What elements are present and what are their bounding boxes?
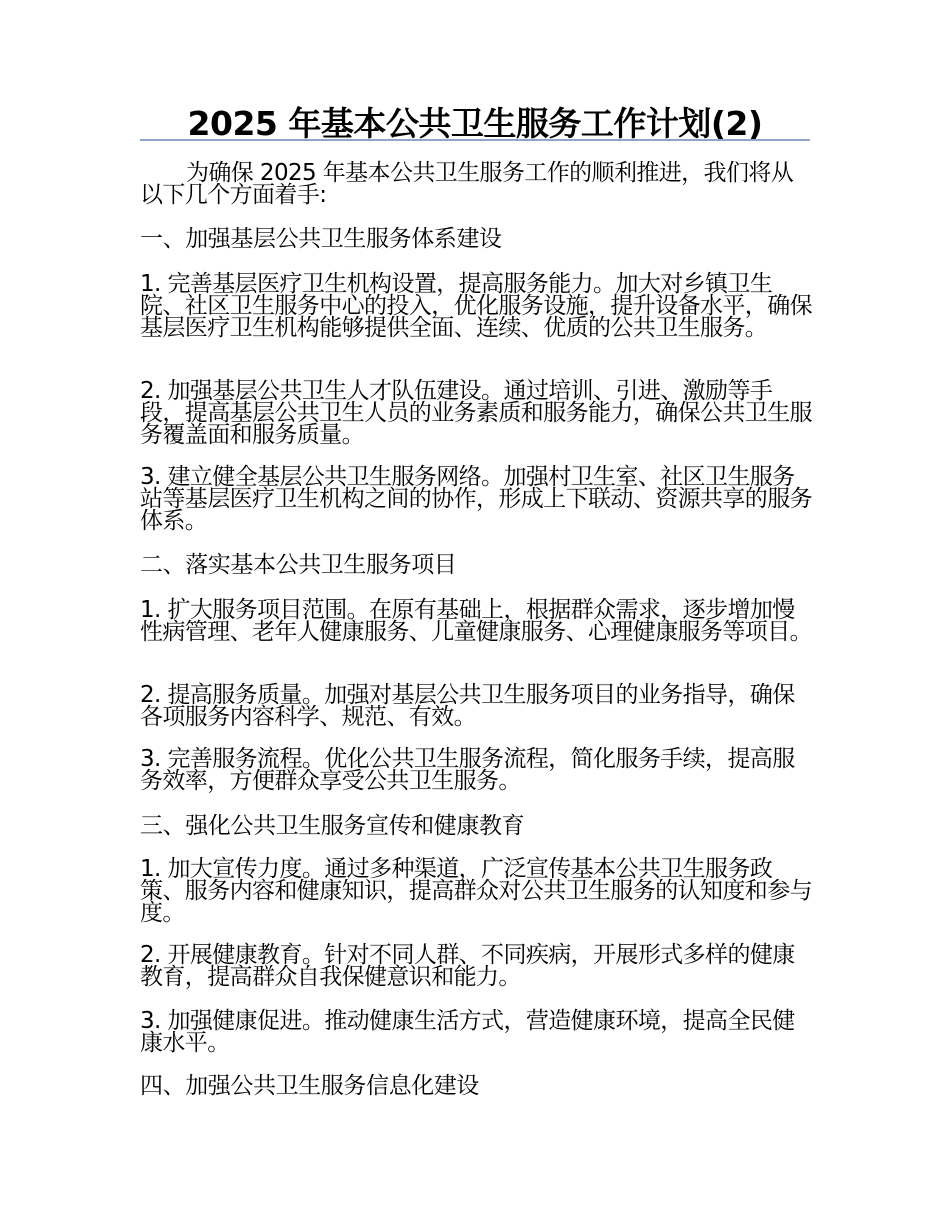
section-heading-3: 三、强化公共卫生服务宣传和健康教育 <box>140 813 525 839</box>
intro-paragraph: 为确保 2025 年基本公共卫生服务工作的顺利推进，我们将从以下几个方面着手: <box>140 160 794 208</box>
section-2-item-1: 1. 扩大服务项目范围。在原有基础上，根据群众需求，逐步增加慢性病管理、老年人健康服务、儿童健康服务、心理健康服务等项目。 <box>140 597 813 645</box>
section-heading-1: 一、加强基层公共卫生服务体系建设 <box>140 226 502 252</box>
section-3-item-3: 3. 加强健康促进。推动健康生活方式，营造健康环境，提高全民健康水平。 <box>140 1008 795 1056</box>
title-underline <box>140 139 810 141</box>
section-3-item-2: 2. 开展健康教育。针对不同人群、不同疾病，开展形式多样的健康教育，提高群众自我保健意识和能力。 <box>140 942 795 990</box>
section-heading-2: 二、落实基本公共卫生服务项目 <box>140 552 457 578</box>
section-1-item-2: 2. 加强基层公共卫生人才队伍建设。通过培训、引进、激励等手段，提高基层公共卫生人员的业务素质和服务能力，确保公共卫生服务覆盖面和服务质量。 <box>140 378 813 448</box>
document-title: 2025 年基本公共卫生服务工作计划(2) <box>187 104 763 143</box>
section-3-item-1: 1. 加大宣传力度。通过多种渠道，广泛宣传基本公共卫生服务政策、服务内容和健康知识，提高群众对公共卫生服务的认知度和参与度。 <box>140 856 813 926</box>
section-1-item-3: 3. 建立健全基层公共卫生服务网络。加强村卫生室、社区卫生服务站等基层医疗卫生机构之间的协作，形成上下联动、资源共享的服务体系。 <box>140 464 813 534</box>
section-2-item-3: 3. 完善服务流程。优化公共卫生服务流程，简化服务手续，提高服务效率，方便群众享受公共卫生服务。 <box>140 746 795 794</box>
section-1-item-1: 1. 完善基层医疗卫生机构设置，提高服务能力。加大对乡镇卫生院、社区卫生服务中心的投入，优化服务设施，提升设备水平，确保基层医疗卫生机构能够提供全面、连续、优质的公共卫生服务。 <box>140 271 813 341</box>
section-2-item-2: 2. 提高服务质量。加强对基层公共卫生服务项目的业务指导，确保各项服务内容科学、规范、有效。 <box>140 682 795 730</box>
section-heading-4: 四、加强公共卫生服务信息化建设 <box>140 1073 480 1099</box>
